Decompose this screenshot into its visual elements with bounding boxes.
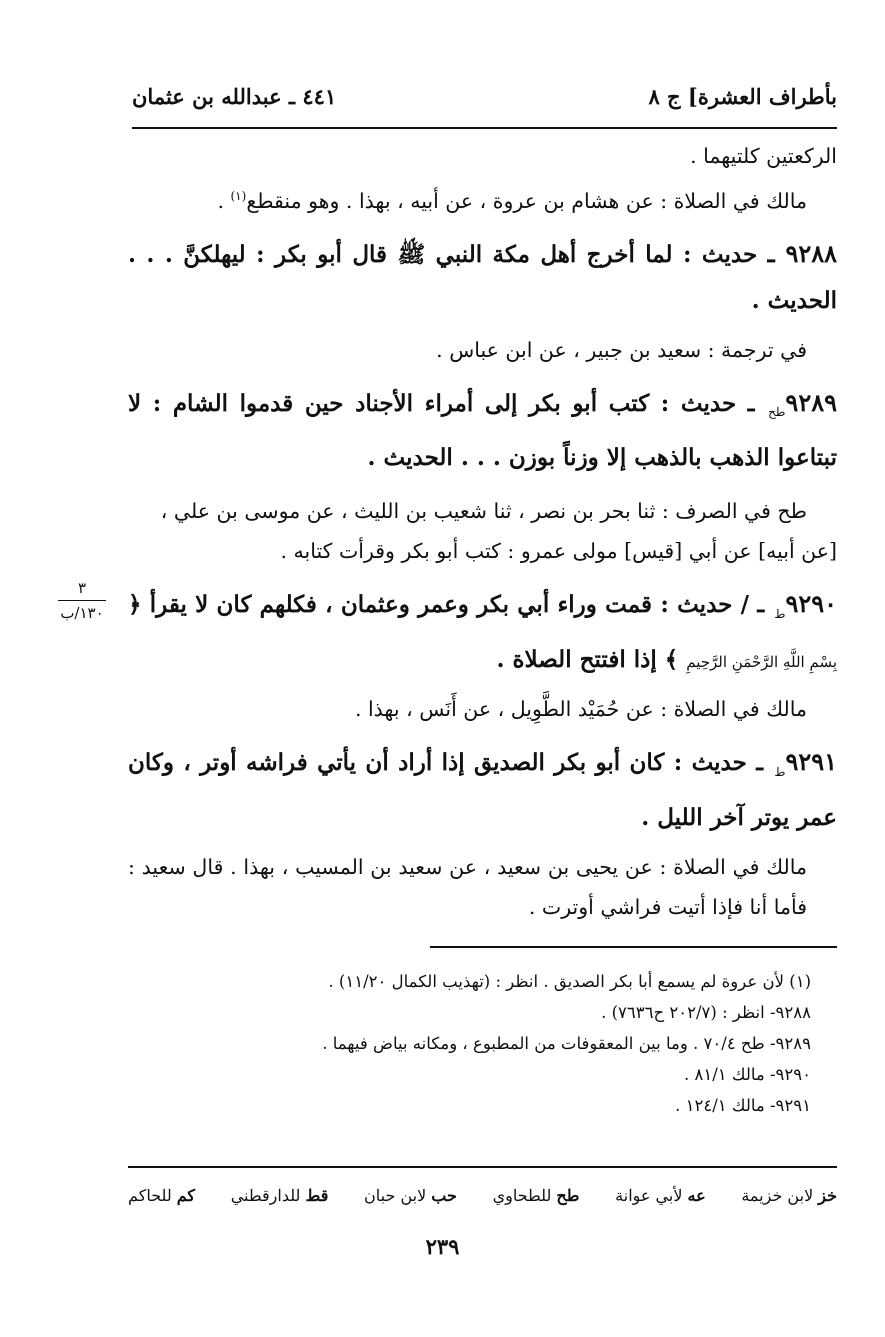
siglum-entry: خز لابن خزيمة [741,1186,837,1205]
source-siglum: ط [774,607,786,622]
source-siglum: طح [768,405,786,420]
hadith-9288 [128,231,837,324]
footnote: (١) لأن عروة لم يسمع أبا بكر الصديق . انظر : (تهذيب الكمال ١١/٢٠) . [328,972,811,991]
footnote: ٩٢٩١- مالك ١٢٤/١ . [675,1096,811,1115]
basmala: بِسْمِ اللَّهِ الرَّحْمَنِ الرَّحِيمِ [686,653,837,672]
hadith-number: ٩٢٨٩ [785,387,837,417]
source-9289-line1: طح في الصرف : ثنا بحر بن نصر ، ثنا شعيب بن الليث ، عن موسى بن علي ، [160,499,807,524]
hadith-label: حديث : [660,389,737,417]
footnote: ٩٢٨٨- انظر : (٢٠٢/٧ ح٧٦٣٦) . [601,1003,811,1022]
hadith-text: كان أبو بكر الصديق إذا أراد أن يأتي فراشه أوتر ، وكان عمر يوتر آخر الليل . [128,749,837,831]
hadith-text: لما أخرج أهل مكة النبي ﷺ قال أبو بكر : ليهلكنَّ . . . الحديث . [128,240,837,314]
hadith-label: حديث : [660,591,733,619]
footnote: ٩٢٩٠- مالك ٨١/١ . [684,1065,811,1084]
hadith-9291: $٩٢٩١_ط$ ـ حديث : كان أبو بكر الصديق إذا أراد أن يأتي فراشه أوتر ، وكان عمر يوتر آخر الليل . [128,747,837,831]
margin-note-top: ٣ [77,579,87,597]
hadith-text: كتب أبو بكر إلى أمراء الأجناد حين قدموا الشام : لا تبتاعوا الذهب بالذهب إلا وزناً بوزن . . . الحديث . [128,389,837,472]
hadith-label: حديث : [673,749,747,777]
margin-manuscript-reference [50,578,114,623]
text-line: الركعتين كلتيهما . [690,144,837,168]
footnote-ref[interactable]: (١) [230,189,247,203]
source-9288: في ترجمة : سعيد بن جبير ، عن ابن عباس . [436,337,807,362]
main-text [128,136,837,927]
footnote: ٩٢٨٩- طح ٧٠/٤ . وما بين المعقوفات من المطبوع ، ومكانه بياض فيهما . [322,1034,811,1053]
source-siglum: ط [774,764,786,779]
header-book-title: بأطراف العشرة] ج ٨ [648,83,837,109]
margin-note-divider [58,600,106,601]
sigla-key [128,1186,837,1205]
header-rule [132,127,837,129]
siglum-entry: حب لابن حبان [364,1186,457,1205]
hadith-number: ٩٢٨٨ ـ [767,238,838,268]
footnote-separator [430,946,837,948]
running-header [132,72,837,120]
hadith-9290: $٩٢٩٠_ط$ ـ / حديث : قمت وراء أبي بكر وعمر وعثمان ، فكلهم كان لا يقرأ ﴿ بِسْمِ اللَّهِ الرَّحْمَنِ الرَّحِيمِ ﴾ إذا افتتح الصلاة . [128,589,838,674]
siglum-entry: كم للحاكم [128,1186,196,1205]
hadith-text: قمت وراء أبي بكر وعمر وعثمان ، فكلهم كان لا يقرأ [149,591,661,619]
source-9289-line2: [عن أبيه] عن أبي [قيس] مولى عمرو : كتب أبو بكر وقرأت كتابه . [280,539,837,564]
hadith-number: ٩٢٩٠ [785,589,838,619]
header-section-title: ٤٤١ ـ عبدالله بن عثمان [132,83,337,109]
sigla-rule [128,1166,837,1168]
source-9291: مالك في الصلاة : عن يحيى بن سعيد ، عن سعيد بن المسيب ، بهذا . قال سعيد : فأما أنا فإذا أتيت فراشي أوترت . [128,854,807,919]
hadith-label: حديث : [683,240,758,268]
page-number: ٢٣٩ [425,1234,460,1259]
text-line: مالك في الصلاة : عن هشام بن عروة ، عن أبيه ، بهذا . وهو منقطع$^{(١)}$ . [217,188,807,213]
footnotes [128,966,811,1121]
siglum-entry: طح للطحاوي [492,1186,580,1205]
siglum-entry: قط للدارقطني [230,1186,329,1205]
siglum-entry: عه لأبي عوانة [615,1186,706,1205]
margin-note-bottom: ١٣٠/ب [60,604,104,622]
hadith-9289: $٩٢٨٩_{طح}$ ـ حديث : كتب أبو بكر إلى أمراء الأجناد حين قدموا الشام : لا تبتاعوا الذهب بالذهب إلا وزناً بوزن . . . الحديث . [128,387,837,472]
source-9290: مالك في الصلاة : عن حُمَيْد الطَّوِيل ، عن أَنَس ، بهذا . [354,697,807,722]
hadith-number: ٩٢٩١ [785,747,837,777]
